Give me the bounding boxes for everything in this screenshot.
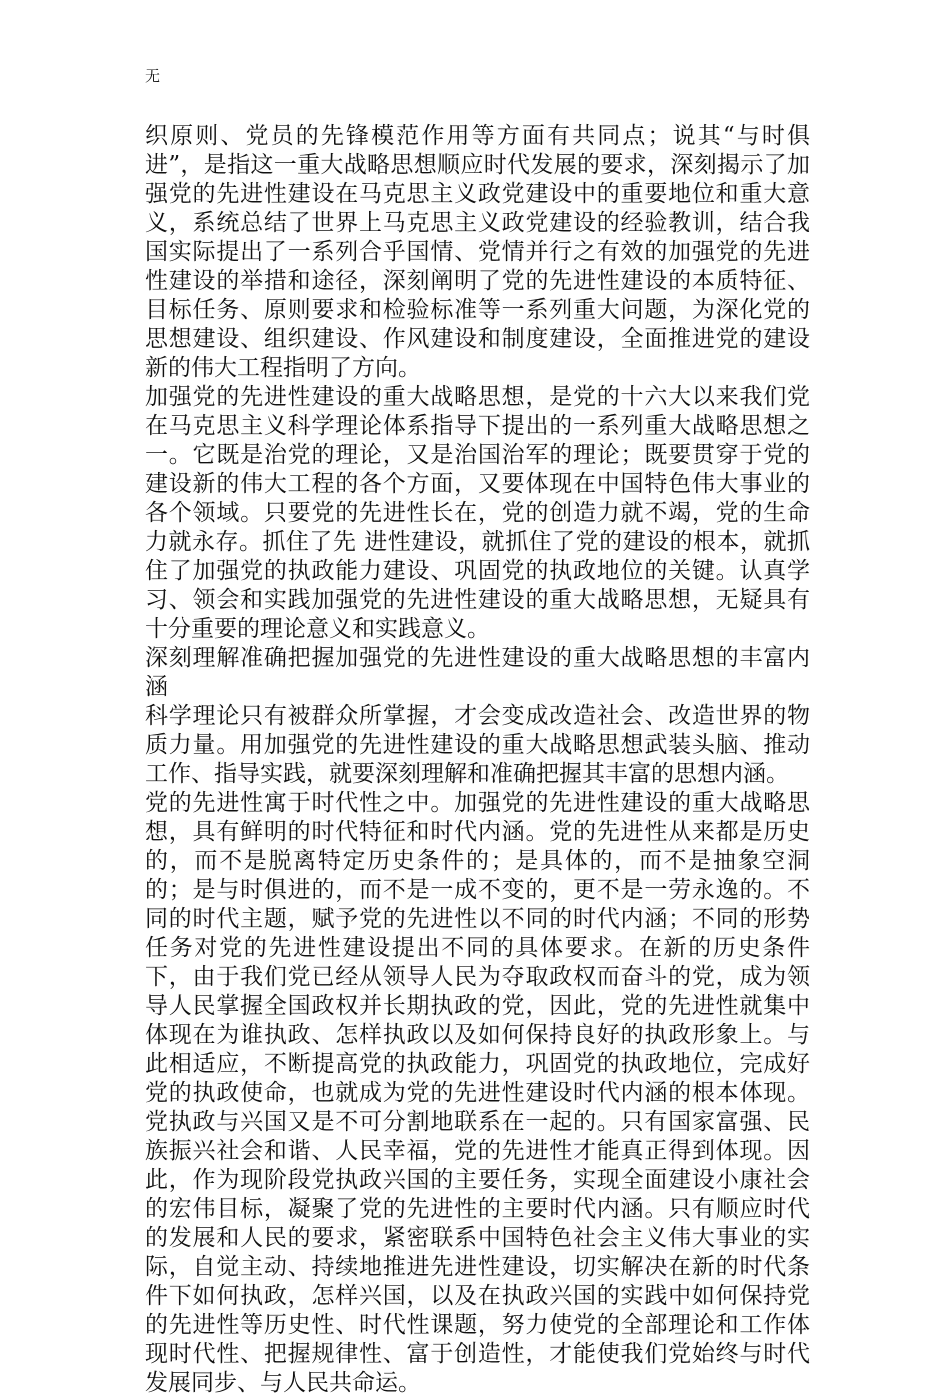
document-body [145, 122, 810, 1398]
paragraph: 加强党的先进性建设的重大战略思想，是党的十六大以来我们党在马克思主义科学理论体系指导下提出的一系列重大战略思想之一。它既是治党的理论，又是治国治军的理论；既要贯穿于党的建设新的伟大工程的各个方面，又要体现在中国特色伟大事业的各个领域。只要党的先进性长在，党的创造力就不竭，党的生命力就永存。抓住了先 进性建设，就抓住了党的建设的根本，就抓住了加强党的执政能力建设、巩固党的执政地位的关键。认真学习、领会和实践加强党的先进性建设的重大战略思想，无疑具有十分重要的理论意义和实践意义。 [145, 384, 810, 642]
section-heading: 深刻理解准确把握加强党的先进性建设的重大战略思想的丰富内涵 [145, 645, 810, 700]
paragraph: 党的先进性寓于时代性之中。加强党的先进性建设的重大战略思想，具有鲜明的时代特征和时代内涵。党的先进性从来都是历史的，而不是脱离特定历史条件的；是具体的，而不是抽象空洞的；是与时俱进的，而不是一成不变的，更不是一劳永逸的。不同的时代主题，赋予党的先进性以不同的时代内涵；不同的形势任务对党的先进性建设提出不同的具体要求。在新的历史条件下，由于我们党已经从领导人民为夺取政权而奋斗的党，成为领导人民掌握全国政权并长期执政的党，因此，党的先进性就集中体现在为谁执政、怎样执政以及如何保持良好的执政形象上。与此相适应，不断提高党的执政能力，巩固党的执政地位，完成好党的执政使命，也就成为党的先进性建设时代内涵的根本体现。党执政与兴国又是不可分割地联系在一起的。只有国家富强、民族振兴社会和谐、人民幸福，党的先进性才能真正得到体现。因此，作为现阶段党执政兴国的主要任务，实现全面建设小康社会的宏伟目标，凝聚了党的先进性的主要时代内涵。只有顺应时代的发展和人民的要求，紧密联系中国特色社会主义伟大事业的实际，自觉主动、持续地推进先进性建设，切实解决在新的时代条件下如何执政，怎样兴国，以及在执政兴国的实践中如何保持党的先进性等历史性、时代性课题，努力使党的全部理论和工作体现时代性、把握规律性、富于创造性，才能使我们党始终与时代发展同步、与人民共命运。 [145, 790, 810, 1396]
page-header: 无 [145, 67, 161, 85]
paragraph: 科学理论只有被群众所掌握，才会变成改造社会、改造世界的物质力量。用加强党的先进性建设的重大战略思想武装头脑、推动工作、指导实践，就要深刻理解和准确把握其丰富的思想内涵。 [145, 703, 810, 787]
paragraph: 织原则、党员的先锋模范作用等方面有共同点；说其“与时俱进”，是指这一重大战略思想顺应时代发展的要求，深刻揭示了加强党的先进性建设在马克思主义政党建设中的重要地位和重大意义，系统总结了世界上马克思主义政党建设的经验教训，结合我国实际提出了一系列合乎国情、党情并行之有效的加强党的先进性建设的举措和途径，深刻阐明了党的先进性建设的本质特征、目标任务、原则要求和检验标准等一系列重大问题，为深化党的思想建设、组织建设、作风建设和制度建设，全面推进党的建设新的伟大工程指明了方向。 [145, 123, 810, 381]
